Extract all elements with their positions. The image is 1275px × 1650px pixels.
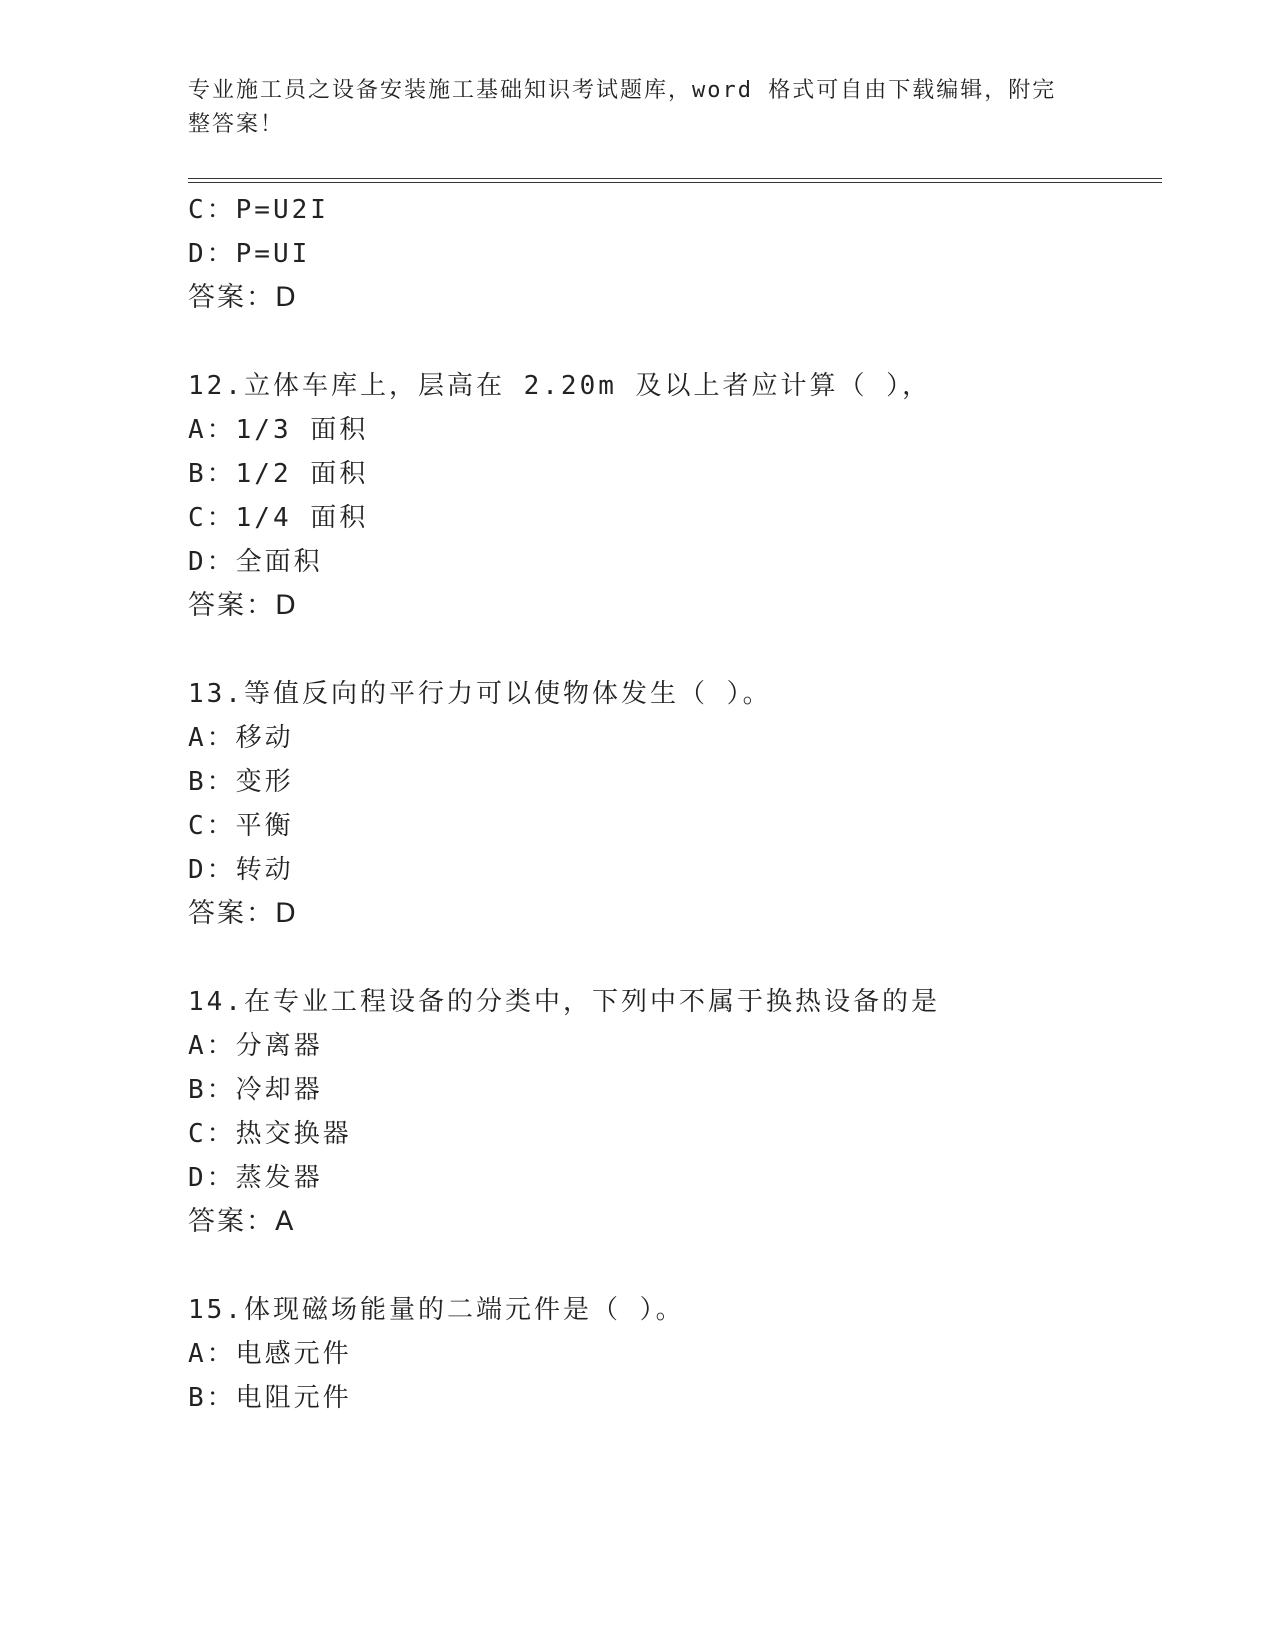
q15-option-b: B：电阻元件: [188, 1383, 352, 1413]
header-line-1: 专业施工员之设备安装施工基础知识考试题库，word 格式可自由下载编辑，附完: [188, 78, 1057, 103]
q14-option-b: B：冷却器: [188, 1075, 323, 1105]
q12-option-b: B：1/2 面积: [188, 459, 369, 489]
q12-option-c: C：1/4 面积: [188, 503, 369, 533]
q13-option-b: B：变形: [188, 767, 294, 797]
document-header: [188, 74, 1088, 142]
q12-option-d: D：全面积: [188, 547, 323, 577]
q13-option-a: A：移动: [188, 723, 294, 753]
q12-question: 12.立体车库上，层高在 2.20m 及以上者应计算（ ），: [188, 371, 932, 401]
q13-option-c: C：平衡: [188, 811, 294, 841]
q13-question: 13.等值反向的平行力可以使物体发生（ ）。: [188, 679, 772, 709]
q14-question: 14.在专业工程设备的分类中，下列中不属于换热设备的是: [188, 987, 940, 1017]
q11-answer: 答案：D: [188, 282, 298, 313]
q12-option-a: A：1/3 面积: [188, 415, 369, 445]
q15-option-a: A：电感元件: [188, 1339, 352, 1369]
q14-option-c: C：热交换器: [188, 1119, 352, 1149]
q14-answer: 答案：A: [188, 1206, 296, 1237]
q13-option-d: D：转动: [188, 855, 294, 885]
q11-option-c: C：P=U2I: [188, 195, 329, 225]
q11-option-d: D：P=UI: [188, 239, 311, 269]
header-line-2: 整答案！: [188, 112, 285, 137]
header-divider: [188, 178, 1162, 183]
q14-option-d: D：蒸发器: [188, 1163, 323, 1193]
q13-answer: 答案：D: [188, 898, 298, 929]
q15-question: 15.体现磁场能量的二端元件是（ ）。: [188, 1295, 685, 1325]
q14-option-a: A：分离器: [188, 1031, 323, 1061]
q12-answer: 答案：D: [188, 590, 298, 621]
